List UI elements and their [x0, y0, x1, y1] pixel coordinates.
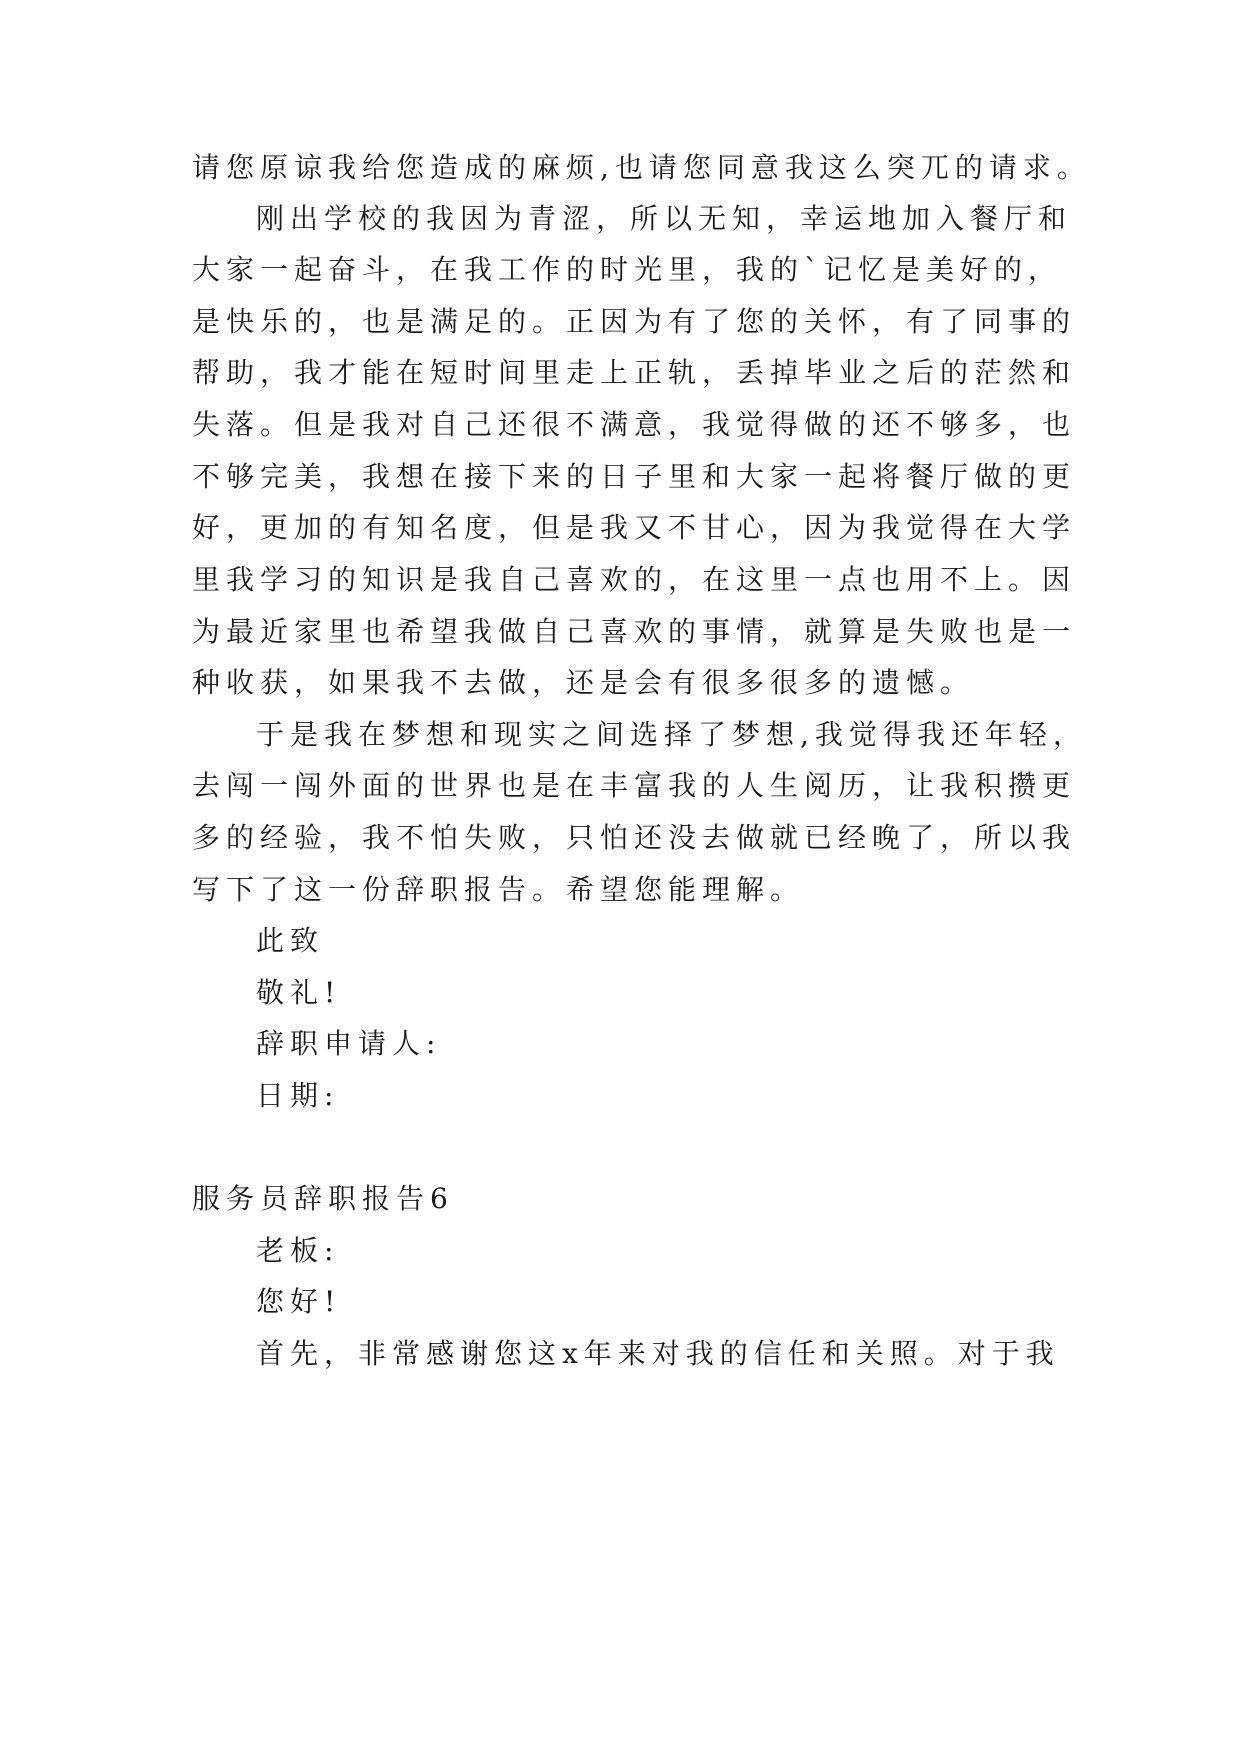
paragraph-line: 大家一起奋斗，在我工作的时光里，我的`记忆是美好的， — [192, 253, 1063, 286]
paragraph-line: 请您原谅我给您造成的麻烦,也请您同意我这么突兀的请求。 — [192, 151, 1091, 184]
paragraph-line: 不够完美，我想在接下来的日子里和大家一起将餐厅做的更 — [192, 460, 1077, 493]
date-label: 日期: — [256, 1079, 340, 1112]
applicant-label: 辞职申请人: — [256, 1027, 442, 1060]
paragraph-line: 于是我在梦想和现实之间选择了梦想,我觉得我还年轻， — [256, 718, 1087, 751]
section-title: 服务员辞职报告6 — [192, 1182, 454, 1215]
paragraph-line: 为最近家里也希望我做自己喜欢的事情，就算是失败也是一 — [192, 615, 1077, 648]
closing-salutation: 此致 — [256, 924, 325, 957]
greeting-line: 您好! — [256, 1285, 342, 1318]
closing-regards: 敬礼! — [256, 976, 342, 1009]
paragraph-line: 是快乐的，也是满足的。正因为有了您的关怀，有了同事的 — [192, 305, 1077, 338]
paragraph-line: 好，更加的有知名度，但是我又不甘心，因为我觉得在大学 — [192, 511, 1077, 544]
paragraph-line: 刚出学校的我因为青涩，所以无知，幸运地加入餐厅和 — [256, 202, 1073, 235]
greeting-line: 老板: — [256, 1234, 340, 1267]
paragraph-line: 首先，非常感谢您这x年来对我的信任和关照。对于我 — [256, 1337, 1060, 1370]
paragraph-line: 写下了这一份辞职报告。希望您能理解。 — [192, 873, 805, 906]
paragraph-line: 帮助，我才能在短时间里走上正轨，丢掉毕业之后的茫然和 — [192, 356, 1077, 389]
paragraph-line: 失落。但是我对自己还很不满意，我觉得做的还不够多，也 — [192, 408, 1077, 441]
paragraph-line: 种收获，如果我不去做，还是会有很多很多的遗憾。 — [192, 666, 975, 699]
paragraph-line: 去闯一闯外面的世界也是在丰富我的人生阅历，让我积攒更 — [192, 769, 1077, 802]
paragraph-line: 多的经验，我不怕失败，只怕还没去做就已经晚了，所以我 — [192, 821, 1077, 854]
paragraph-line: 里我学习的知识是我自己喜欢的，在这里一点也用不上。因 — [192, 563, 1077, 596]
